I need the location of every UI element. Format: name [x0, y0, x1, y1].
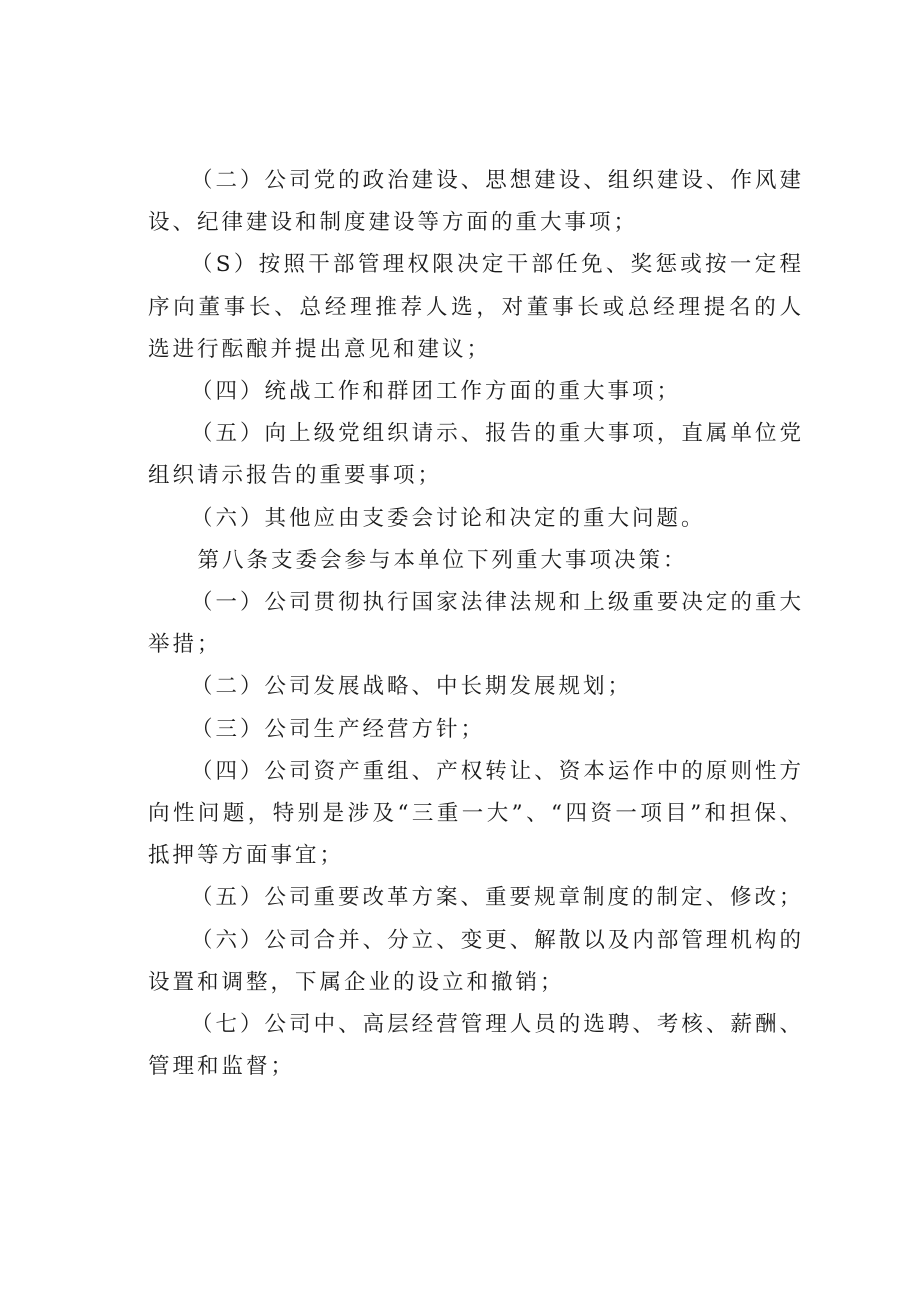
- paragraph-report-matters: （五）向上级党组织请示、报告的重大事项，直属单位党组织请示报告的重要事项；: [148, 421, 804, 489]
- paragraph-reform-plans: （五）公司重要改革方案、重要规章制度的制定、修改；: [191, 885, 804, 911]
- paragraph-merger-division: （六）公司合并、分立、变更、解散以及内部管理机构的设置和调整，下属企业的设立和撤销；: [148, 927, 804, 995]
- article-eight-heading: 第八条支委会参与本单位下列重大事项决策：: [197, 547, 688, 573]
- paragraph-development-strategy: （二）公司发展战略、中长期发展规划；: [191, 674, 633, 700]
- document-body: [148, 160, 804, 1088]
- paragraph-asset-restructuring: （四）公司资产重组、产权转让、资本运作中的原则性方向性问题，特别是涉及“三重一大”、“四资一项目”和担保、抵押等方面事宜；: [148, 758, 804, 869]
- paragraph-operating-policy: （三）公司生产经营方针；: [191, 716, 486, 742]
- paragraph-united-front: （四）统战工作和群团工作方面的重大事项；: [191, 379, 682, 405]
- paragraph-laws-implementation: （一）公司贯彻执行国家法律法规和上级重要决定的重大举措；: [148, 590, 804, 658]
- paragraph-other-issues: （六）其他应由支委会讨论和决定的重大问题。: [191, 505, 706, 531]
- paragraph-party-building: （二）公司党的政治建设、思想建设、组织建设、作风建设、纪律建设和制度建设等方面的重大事项；: [148, 168, 804, 236]
- paragraph-cadre-appointment: （S）按照干部管理权限决定干部任免、奖惩或按一定程序向董事长、总经理推荐人选，对董事长或总经理提名的人选进行酝酿并提出意见和建议；: [148, 252, 804, 362]
- paragraph-management-personnel: （七）公司中、高层经营管理人员的选聘、考核、薪酬、管理和监督；: [148, 1012, 804, 1080]
